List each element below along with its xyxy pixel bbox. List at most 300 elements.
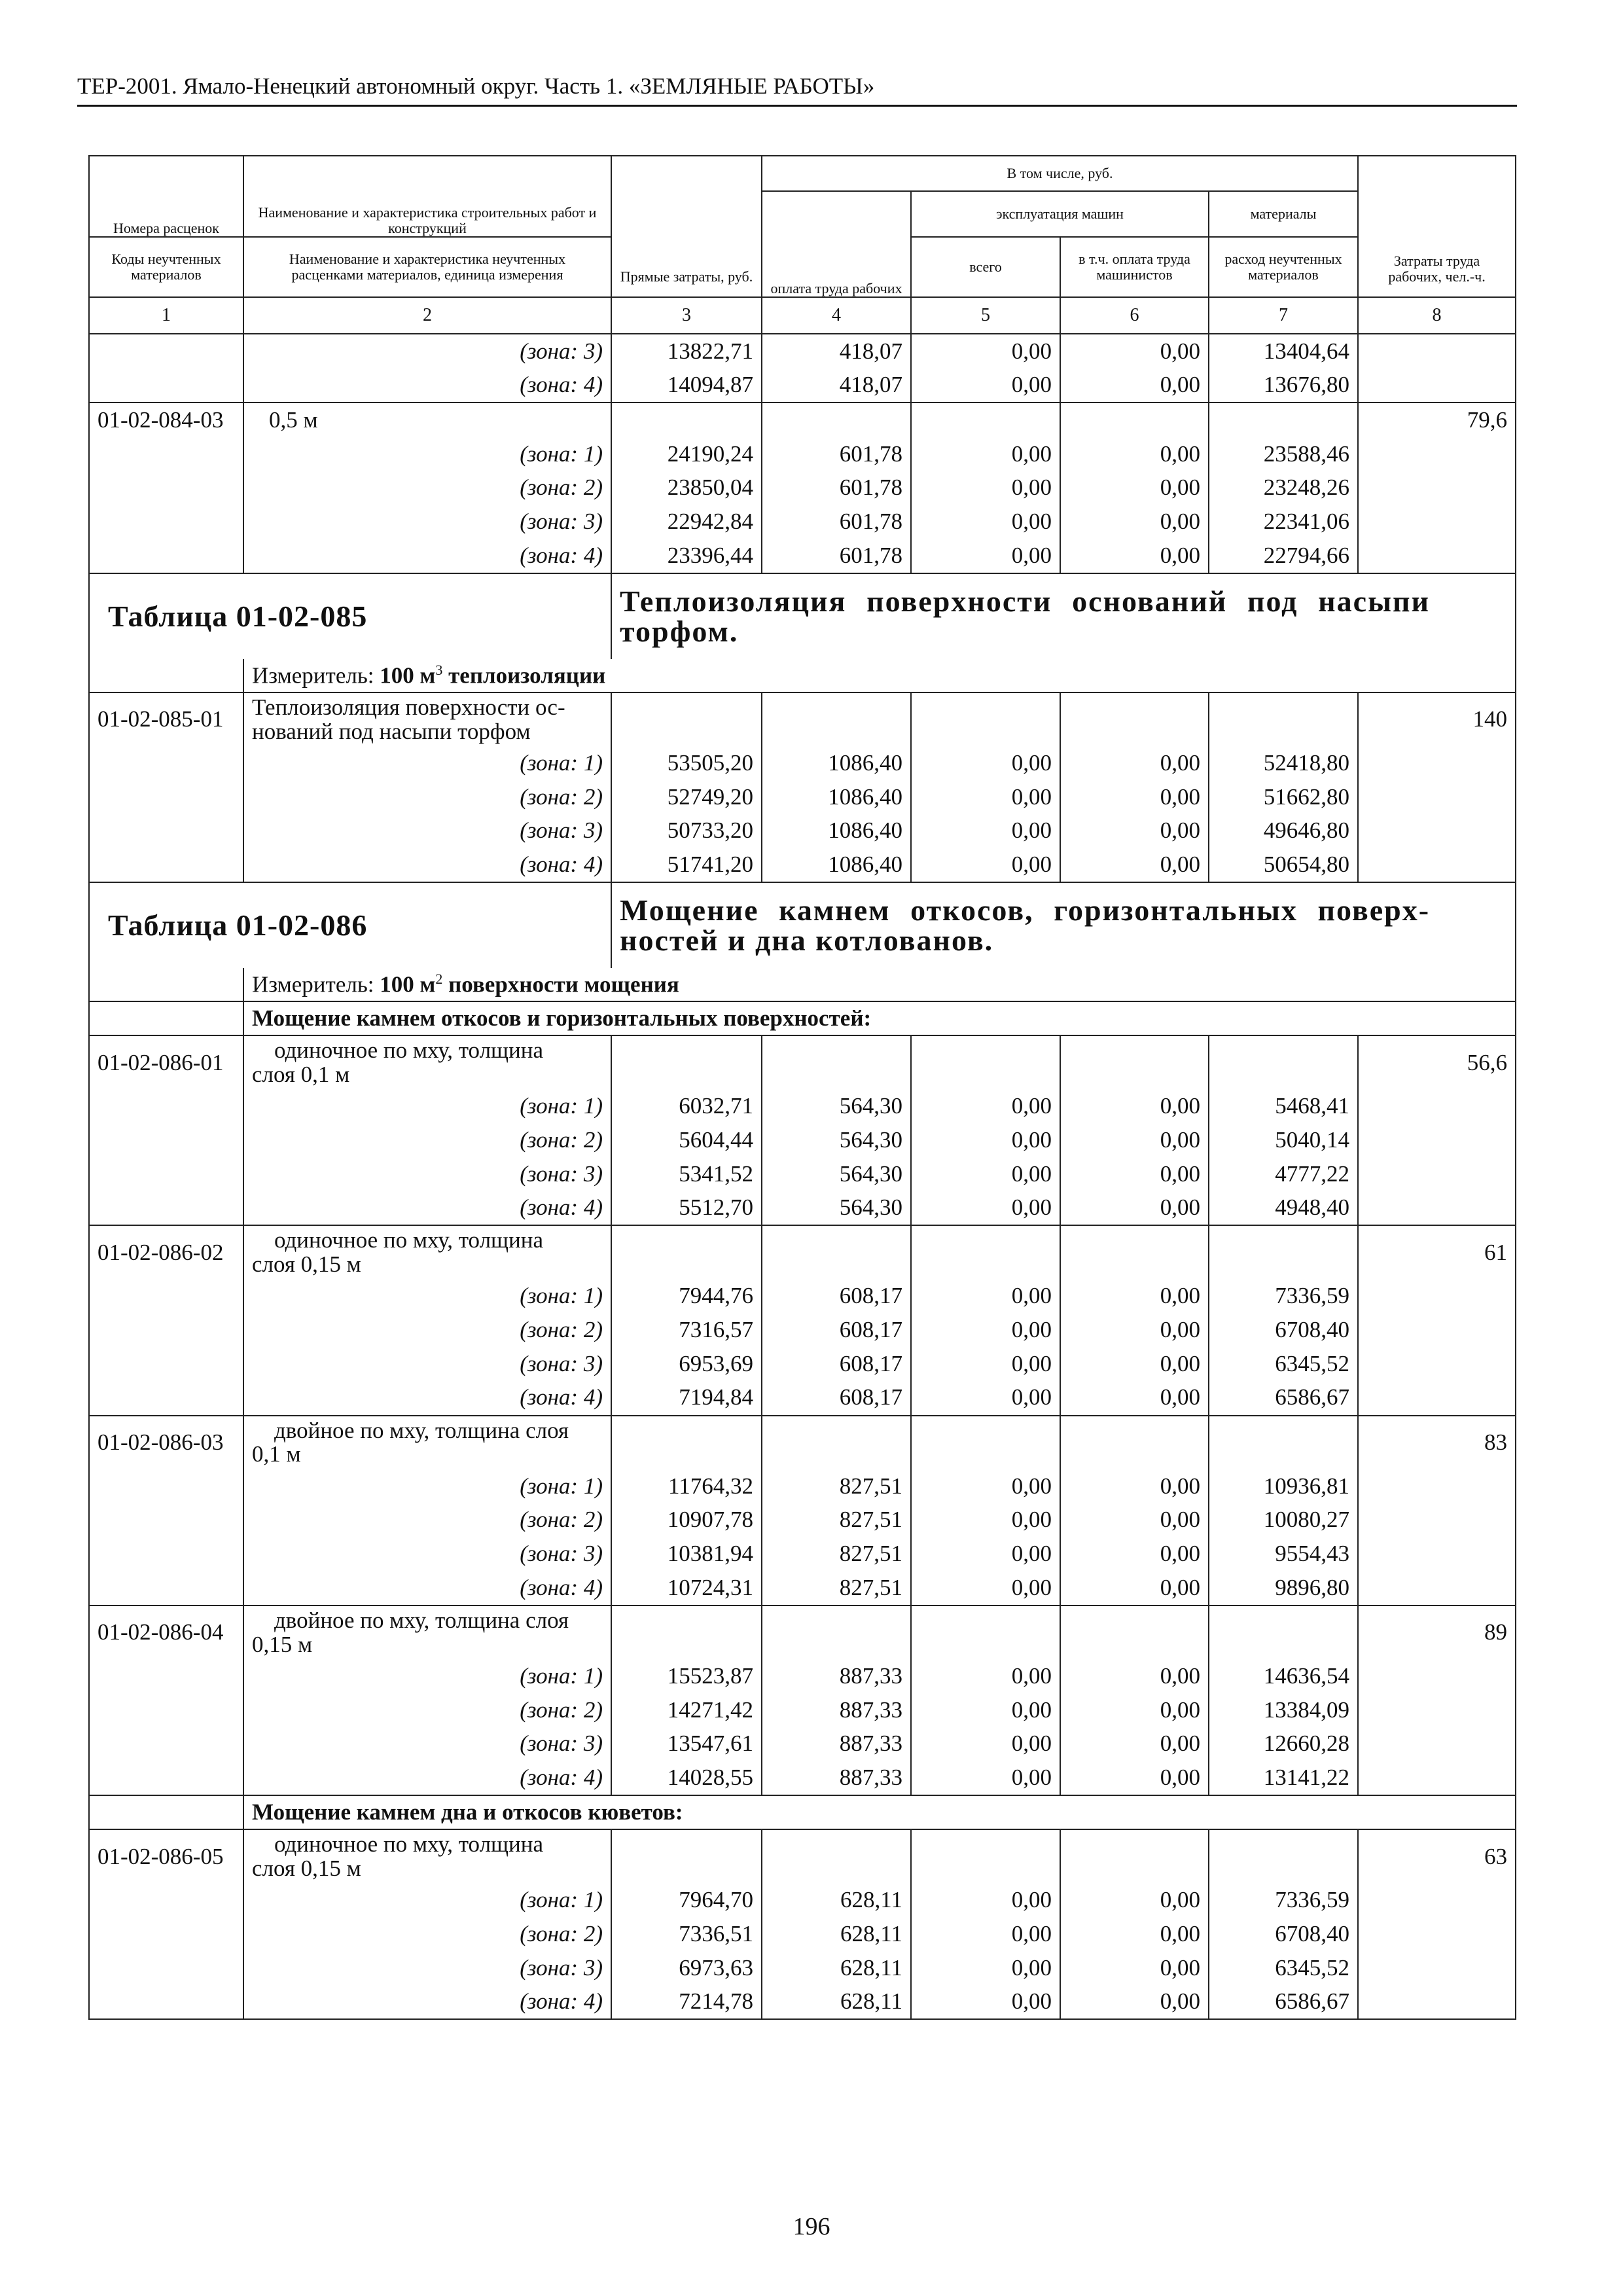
zone-label: (зона: 2): [243, 1314, 611, 1348]
zone-label: (зона: 4): [243, 1381, 611, 1416]
zone-row: [89, 1537, 1516, 1571]
code-cell: [89, 1985, 243, 2020]
measure-exponent: 2: [435, 970, 443, 987]
measure-row: [89, 968, 1516, 1001]
zone-row: [89, 848, 1516, 882]
labor-cost-cell: [1358, 1659, 1516, 1693]
header-rule: [77, 105, 1517, 107]
labor-cost-value: 56,6: [1358, 1035, 1516, 1090]
item-name: [243, 692, 611, 747]
machines-total-value: 0,00: [911, 1090, 1060, 1124]
machinists-pay-value: 0,00: [1060, 368, 1209, 403]
labor-pay-value: 564,30: [762, 1123, 911, 1157]
code-cell: [89, 1123, 243, 1157]
zone-row: [89, 746, 1516, 780]
table-label-text: Таблица 01-02-085: [108, 599, 368, 633]
zone-row: [89, 1917, 1516, 1951]
header-direct-costs: Прямые затраты, руб.: [611, 156, 762, 297]
item-name: [243, 1829, 611, 1884]
labor-pay-value: 601,78: [762, 505, 911, 539]
direct-costs-value: 14028,55: [611, 1761, 762, 1795]
zone-row: [89, 1314, 1516, 1348]
empty-cell: [1060, 1605, 1209, 1660]
item-name-line: 0,1 м: [252, 1441, 301, 1467]
item-row: [89, 403, 1516, 437]
labor-pay-value: 887,33: [762, 1761, 911, 1795]
machines-total-value: 0,00: [911, 1693, 1060, 1727]
empty-cell: [611, 692, 762, 747]
machinists-pay-value: 0,00: [1060, 471, 1209, 505]
zone-row: [89, 334, 1516, 368]
machines-total-value: 0,00: [911, 1951, 1060, 1985]
machines-total-value: 0,00: [911, 1191, 1060, 1226]
zone-label: (зона: 4): [243, 1761, 611, 1795]
column-number: 7: [1209, 297, 1358, 334]
materials-value: 9554,43: [1209, 1537, 1358, 1571]
labor-cost-value: 63: [1358, 1829, 1516, 1884]
labor-cost-cell: [1358, 1381, 1516, 1416]
item-code: 01-02-086-03: [89, 1416, 243, 1470]
materials-value: 6586,67: [1209, 1381, 1358, 1416]
code-cell: [89, 780, 243, 814]
zone-label: (зона: 2): [243, 1917, 611, 1951]
zone-label: (зона: 4): [243, 539, 611, 573]
labor-pay-value: 564,30: [762, 1191, 911, 1226]
labor-cost-value: 61: [1358, 1225, 1516, 1280]
direct-costs-value: 13547,61: [611, 1727, 762, 1761]
empty-cell: [1209, 1605, 1358, 1660]
machines-total-value: 0,00: [911, 1659, 1060, 1693]
measure-suffix: теплоизоляции: [442, 662, 606, 689]
empty-cell: [911, 1035, 1060, 1090]
materials-value: 4948,40: [1209, 1191, 1358, 1226]
machinists-pay-value: 0,00: [1060, 1191, 1209, 1226]
empty-cell: [1060, 1225, 1209, 1280]
direct-costs-value: 7316,57: [611, 1314, 762, 1348]
labor-cost-cell: [1358, 1884, 1516, 1918]
machinists-pay-value: 0,00: [1060, 1951, 1209, 1985]
materials-value: 4777,22: [1209, 1157, 1358, 1191]
subsection-title: Мощение камнем дна и откосов кюветов:: [243, 1795, 1516, 1829]
empty-cell: [611, 1035, 762, 1090]
zone-label: (зона: 1): [243, 1469, 611, 1503]
labor-cost-value: 79,6: [1358, 403, 1516, 437]
column-numbers-row: [89, 297, 1516, 334]
zone-label: (зона: 4): [243, 848, 611, 882]
materials-value: 51662,80: [1209, 780, 1358, 814]
empty-cell: [1060, 1829, 1209, 1884]
header-including: В том числе, руб.: [762, 156, 1358, 191]
zone-row: [89, 1571, 1516, 1605]
zone-label: (зона: 4): [243, 1191, 611, 1226]
zone-row: [89, 1381, 1516, 1416]
empty-cell: [762, 1605, 911, 1660]
code-cell: [89, 1571, 243, 1605]
item-code: 01-02-086-01: [89, 1035, 243, 1090]
labor-pay-value: 827,51: [762, 1571, 911, 1605]
labor-cost-cell: [1358, 1985, 1516, 2020]
zone-row: [89, 1469, 1516, 1503]
labor-pay-value: 887,33: [762, 1659, 911, 1693]
labor-cost-cell: [1358, 1280, 1516, 1314]
zone-label: (зона: 4): [243, 1985, 611, 2020]
item-name: [243, 1225, 611, 1280]
direct-costs-value: 10724,31: [611, 1571, 762, 1605]
zone-label: (зона: 3): [243, 1347, 611, 1381]
zone-label: (зона: 2): [243, 1123, 611, 1157]
code-cell: [89, 1157, 243, 1191]
machines-total-value: 0,00: [911, 814, 1060, 848]
direct-costs-value: 11764,32: [611, 1469, 762, 1503]
labor-pay-value: 564,30: [762, 1090, 911, 1124]
machines-total-value: 0,00: [911, 1727, 1060, 1761]
empty-cell: [762, 1416, 911, 1470]
labor-pay-value: 608,17: [762, 1280, 911, 1314]
machines-total-value: 0,00: [911, 746, 1060, 780]
materials-value: 13404,64: [1209, 334, 1358, 368]
labor-cost-cell: [1358, 1123, 1516, 1157]
direct-costs-value: 6973,63: [611, 1951, 762, 1985]
item-name-line: двойное по мху, толщина слоя: [274, 1417, 569, 1443]
labor-pay-value: 418,07: [762, 334, 911, 368]
table-title: [611, 882, 1516, 968]
labor-pay-value: 1086,40: [762, 780, 911, 814]
zone-row: [89, 505, 1516, 539]
item-name-line: одиночное по мху, толщина: [274, 1037, 543, 1064]
code-cell: [89, 1761, 243, 1795]
code-cell: [89, 1659, 243, 1693]
direct-costs-value: 50733,20: [611, 814, 762, 848]
empty-cell: [762, 1035, 911, 1090]
empty-cell: [611, 1605, 762, 1660]
code-cell: [89, 1314, 243, 1348]
code-cell: [89, 1469, 243, 1503]
labor-cost-cell: [1358, 1191, 1516, 1226]
machines-total-value: 0,00: [911, 1381, 1060, 1416]
materials-value: 10936,81: [1209, 1469, 1358, 1503]
machines-total-value: 0,00: [911, 539, 1060, 573]
zone-label: (зона: 4): [243, 1571, 611, 1605]
subsection-row: [89, 1001, 1516, 1035]
labor-pay-value: 1086,40: [762, 848, 911, 882]
subsection-spacer: [89, 1795, 243, 1829]
code-cell: [89, 1951, 243, 1985]
materials-value: 23588,46: [1209, 437, 1358, 471]
zone-label: (зона: 3): [243, 505, 611, 539]
code-cell: [89, 746, 243, 780]
column-number: 5: [911, 297, 1060, 334]
item-row: [89, 692, 1516, 747]
zone-row: [89, 1659, 1516, 1693]
item-name-line: слоя 0,15 м: [252, 1251, 361, 1278]
code-cell: [89, 1917, 243, 1951]
labor-pay-value: 601,78: [762, 539, 911, 573]
machinists-pay-value: 0,00: [1060, 1280, 1209, 1314]
materials-value: 13676,80: [1209, 368, 1358, 403]
empty-cell: [911, 692, 1060, 747]
machinists-pay-value: 0,00: [1060, 780, 1209, 814]
table-title-line: торфом.: [620, 614, 739, 648]
measure-spacer: [89, 659, 243, 692]
empty-cell: [1060, 692, 1209, 747]
empty-cell: [911, 1605, 1060, 1660]
direct-costs-value: 51741,20: [611, 848, 762, 882]
code-cell: [89, 1884, 243, 1918]
labor-cost-value: 140: [1358, 692, 1516, 747]
empty-cell: [1209, 1225, 1358, 1280]
item-row: [89, 1035, 1516, 1090]
machines-total-value: 0,00: [911, 1157, 1060, 1191]
empty-cell: [1209, 1035, 1358, 1090]
labor-pay-value: 887,33: [762, 1727, 911, 1761]
zone-label: (зона: 3): [243, 334, 611, 368]
machinists-pay-value: 0,00: [1060, 1469, 1209, 1503]
table-label: [89, 573, 611, 659]
column-number: 3: [611, 297, 762, 334]
table-title-line: Мощение камнем откосов, горизонтальных поверх-: [620, 893, 1431, 927]
measure-value: 100 м: [380, 971, 436, 997]
zone-row: [89, 1090, 1516, 1124]
zone-row: [89, 1123, 1516, 1157]
labor-cost-cell: [1358, 1761, 1516, 1795]
measure-suffix: поверхности мощения: [442, 971, 679, 997]
labor-cost-cell: [1358, 780, 1516, 814]
empty-cell: [1060, 1035, 1209, 1090]
zone-row: [89, 539, 1516, 573]
zone-row: [89, 1191, 1516, 1226]
direct-costs-value: 7214,78: [611, 1985, 762, 2020]
labor-pay-value: 418,07: [762, 368, 911, 403]
zone-label: (зона: 1): [243, 437, 611, 471]
labor-pay-value: 564,30: [762, 1157, 911, 1191]
labor-pay-value: 628,11: [762, 1884, 911, 1918]
empty-cell: [911, 1829, 1060, 1884]
header-code-top: Номера расценок: [89, 156, 243, 237]
empty-cell: [611, 1225, 762, 1280]
table-title: [611, 573, 1516, 659]
machinists-pay-value: 0,00: [1060, 1693, 1209, 1727]
machines-total-value: 0,00: [911, 1280, 1060, 1314]
machines-total-value: 0,00: [911, 437, 1060, 471]
materials-value: 6586,67: [1209, 1985, 1358, 2020]
code-cell: [89, 368, 243, 403]
materials-value: 23248,26: [1209, 471, 1358, 505]
header-code-bottom: Коды неучтенных материалов: [89, 237, 243, 297]
item-name-line: слоя 0,15 м: [252, 1855, 361, 1881]
table-085-title-row: [89, 573, 1516, 659]
code-cell: [89, 1503, 243, 1537]
zone-row: [89, 780, 1516, 814]
item-row: [89, 1829, 1516, 1884]
empty-cell: [911, 1225, 1060, 1280]
labor-pay-value: 827,51: [762, 1537, 911, 1571]
machines-total-value: 0,00: [911, 1985, 1060, 2020]
subsection-title: Мощение камнем откосов и горизонтальных поверхностей:: [243, 1001, 1516, 1035]
item-name-line: нований под насыпи торфом: [252, 718, 531, 744]
labor-cost-cell: [1358, 334, 1516, 368]
price-table: [88, 155, 1516, 2020]
header-machinists-pay: в т.ч. оплата труда машинистов: [1060, 237, 1209, 297]
machinists-pay-value: 0,00: [1060, 1503, 1209, 1537]
labor-cost-value: 83: [1358, 1416, 1516, 1470]
item-code: 01-02-086-02: [89, 1225, 243, 1280]
measure-prefix: Измеритель:: [252, 662, 380, 689]
materials-value: 6345,52: [1209, 1347, 1358, 1381]
labor-pay-value: 887,33: [762, 1693, 911, 1727]
zone-row: [89, 1884, 1516, 1918]
code-cell: [89, 1727, 243, 1761]
direct-costs-value: 24190,24: [611, 437, 762, 471]
machines-total-value: 0,00: [911, 1503, 1060, 1537]
labor-cost-value: 89: [1358, 1605, 1516, 1660]
table-body: [89, 334, 1516, 2019]
header-name-bottom: Наименование и характеристика неучтенных расценками материалов, единица измерения: [243, 237, 611, 297]
labor-cost-cell: [1358, 814, 1516, 848]
zone-label: (зона: 2): [243, 1693, 611, 1727]
labor-pay-value: 827,51: [762, 1503, 911, 1537]
labor-cost-cell: [1358, 1314, 1516, 1348]
zone-row: [89, 1761, 1516, 1795]
machines-total-value: 0,00: [911, 1469, 1060, 1503]
zone-row: [89, 1157, 1516, 1191]
code-cell: [89, 1693, 243, 1727]
header-materials: материалы: [1209, 191, 1358, 237]
materials-value: 5040,14: [1209, 1123, 1358, 1157]
materials-value: 10080,27: [1209, 1503, 1358, 1537]
direct-costs-value: 10907,78: [611, 1503, 762, 1537]
materials-value: 5468,41: [1209, 1090, 1358, 1124]
labor-cost-cell: [1358, 1537, 1516, 1571]
code-cell: [89, 334, 243, 368]
zone-row: [89, 1503, 1516, 1537]
zone-row: [89, 1693, 1516, 1727]
code-cell: [89, 1537, 243, 1571]
column-number: 4: [762, 297, 911, 334]
header-labor-pay: оплата труда рабочих: [762, 191, 911, 297]
zone-label: (зона: 4): [243, 368, 611, 403]
labor-pay-value: 827,51: [762, 1469, 911, 1503]
direct-costs-value: 15523,87: [611, 1659, 762, 1693]
header-name-top: Наименование и характеристика строительных работ и конструкций: [243, 156, 611, 237]
table-label: [89, 882, 611, 968]
empty-cell: [762, 1225, 911, 1280]
zone-row: [89, 1985, 1516, 2020]
page-number: 196: [793, 2213, 830, 2240]
zone-label: (зона: 2): [243, 1503, 611, 1537]
direct-costs-value: 14094,87: [611, 368, 762, 403]
machinists-pay-value: 0,00: [1060, 1381, 1209, 1416]
empty-cell: [611, 1416, 762, 1470]
zone-row: [89, 1727, 1516, 1761]
labor-cost-cell: [1358, 1951, 1516, 1985]
direct-costs-value: 23850,04: [611, 471, 762, 505]
empty-cell: [762, 1829, 911, 1884]
direct-costs-value: 22942,84: [611, 505, 762, 539]
direct-costs-value: 13822,71: [611, 334, 762, 368]
zone-label: (зона: 3): [243, 1537, 611, 1571]
labor-pay-value: 628,11: [762, 1917, 911, 1951]
item-name: 0,5 м: [243, 403, 611, 437]
materials-value: 6708,40: [1209, 1917, 1358, 1951]
zone-label: (зона: 2): [243, 780, 611, 814]
labor-cost-cell: [1358, 1503, 1516, 1537]
zone-row: [89, 471, 1516, 505]
machinists-pay-value: 0,00: [1060, 1090, 1209, 1124]
zone-label: (зона: 1): [243, 746, 611, 780]
measure-unit: [243, 659, 1516, 692]
zone-row: [89, 1280, 1516, 1314]
measure-spacer: [89, 968, 243, 1001]
code-cell: [89, 1191, 243, 1226]
machinists-pay-value: 0,00: [1060, 1123, 1209, 1157]
labor-cost-cell: [1358, 1917, 1516, 1951]
direct-costs-value: 7194,84: [611, 1381, 762, 1416]
direct-costs-value: 10381,94: [611, 1537, 762, 1571]
code-cell: [89, 1280, 243, 1314]
zone-label: (зона: 1): [243, 1884, 611, 1918]
labor-pay-value: 1086,40: [762, 814, 911, 848]
direct-costs-value: 52749,20: [611, 780, 762, 814]
machinists-pay-value: 0,00: [1060, 1157, 1209, 1191]
zone-row: [89, 437, 1516, 471]
machines-total-value: 0,00: [911, 1761, 1060, 1795]
empty-cell: [762, 692, 911, 747]
machinists-pay-value: 0,00: [1060, 1537, 1209, 1571]
machinists-pay-value: 0,00: [1060, 746, 1209, 780]
zone-label: (зона: 1): [243, 1090, 611, 1124]
materials-value: 6345,52: [1209, 1951, 1358, 1985]
materials-value: 49646,80: [1209, 814, 1358, 848]
zone-label: (зона: 3): [243, 1951, 611, 1985]
machinists-pay-value: 0,00: [1060, 1314, 1209, 1348]
column-number: 1: [89, 297, 243, 334]
header-machines: эксплуатация машин: [911, 191, 1209, 237]
item-code: 01-02-086-05: [89, 1829, 243, 1884]
materials-value: 22794,66: [1209, 539, 1358, 573]
direct-costs-value: 23396,44: [611, 539, 762, 573]
code-cell: [89, 1347, 243, 1381]
item-code: 01-02-084-03: [89, 403, 243, 437]
labor-pay-value: 608,17: [762, 1381, 911, 1416]
machines-total-value: 0,00: [911, 848, 1060, 882]
item-name-line: одиночное по мху, толщина: [274, 1831, 543, 1857]
labor-cost-cell: [1358, 848, 1516, 882]
empty-cell: [611, 1829, 762, 1884]
labor-pay-value: 608,17: [762, 1314, 911, 1348]
direct-costs-value: 7336,51: [611, 1917, 762, 1951]
header-materials-use: расход неучтенных материалов: [1209, 237, 1358, 297]
direct-costs-value: 5512,70: [611, 1191, 762, 1226]
code-cell: [89, 814, 243, 848]
item-name: [243, 1035, 611, 1090]
zone-label: (зона: 2): [243, 471, 611, 505]
subsection-row: [89, 1795, 1516, 1829]
machinists-pay-value: 0,00: [1060, 1727, 1209, 1761]
zone-label: (зона: 3): [243, 814, 611, 848]
machines-total-value: 0,00: [911, 1917, 1060, 1951]
machines-total-value: 0,00: [911, 505, 1060, 539]
machinists-pay-value: 0,00: [1060, 1761, 1209, 1795]
materials-value: 22341,06: [1209, 505, 1358, 539]
machines-total-value: 0,00: [911, 780, 1060, 814]
zone-label: (зона: 3): [243, 1727, 611, 1761]
measure-unit: [243, 968, 1516, 1001]
machines-total-value: 0,00: [911, 1537, 1060, 1571]
machines-total-value: 0,00: [911, 1884, 1060, 1918]
zone-label: (зона: 1): [243, 1659, 611, 1693]
table-title-line: ностей и дна котлованов.: [620, 924, 994, 958]
running-header: ТЕР-2001. Ямало-Ненецкий автономный округ. Часть 1. «ЗЕМЛЯНЫЕ РАБОТЫ»: [77, 73, 875, 99]
